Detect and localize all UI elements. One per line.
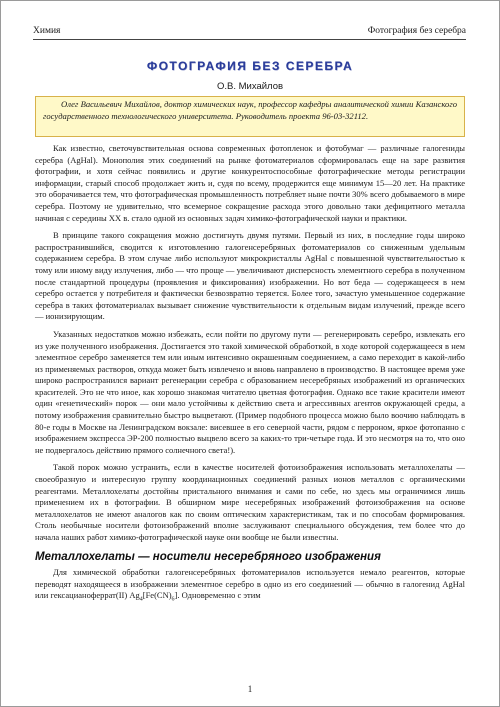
page-number: 1 <box>247 684 253 694</box>
article-title: ФОТОГРАФИЯ БЕЗ СЕРЕБРА <box>146 59 354 73</box>
header-article-title: Фотография без серебра <box>367 26 466 36</box>
paragraph-1: Как известно, светочувствительная основа современных фотопленок и фотобумаг — различные галогениды серебра (AgHal). Монополия этих соединений на рынке фотоматериалов сформировалась еще на заре развития фотографии, и хотя сейчас появились и другие конкурентоспособные фотографические методы регистрации информации, старый способ продолжает жить и, судя по всему, продержится еще минимум 15—20 лет. На практике это оборачивается тем, что фотографическая промышленность потребляет ныне почти 30% всего добываемого в мире серебра. Поэтому не удивительно, что всемерное сокращение расхода этого довольно таки дефицитного металла начиная с середины XX в. стало одной из основных задач химико-фотографической науки и практики. <box>35 143 465 223</box>
formula-subscript-1: 4 <box>139 597 143 604</box>
paragraph-2: В принципе такого сокращения можно достигнуть двумя путями. Первый из них, в последние годы широко распространившийся, сводится к изготовлению галогенсеребряных фотоматериалов со сниженным удельным содержанием серебра. В этом случае либо используют микрокристаллы AgHal с повышенной чувствительностью к тому или иному виду излучения, либо — что проще — увеличивают дисперсность элементного серебра в полученном после стандартной процедуры (проявления и фиксирования) изображении. Но вот беда — содержащееся в нем серебро остается у потребителя и фактически безвозвратно теряется. Более того, зачастую уменьшенное содержание серебра в таких фотоматериалах вызывает снижение чувствительности к отдельным видам излучений, прежде всего — ионизирующим. <box>35 230 465 322</box>
paragraph-5-text: Для химической обработки галогенсеребряных фотоматериалов используется немало реагентов, которые переводят находящееся в изображении элементное серебро в одно из его соединений — обычно в галогенид AgHal или гексацианоферрат(II) Ag <box>35 567 465 601</box>
author-name: О.В. Михайлов <box>216 81 284 92</box>
paragraph-5-end: ]. Одновременно с этим <box>174 590 261 601</box>
article-body <box>35 143 465 613</box>
formula-bracket: [Fe(CN) <box>142 590 172 601</box>
paragraph-4: Такой порок можно устранить, если в качестве носителей фотоизображения использовать металлохелаты — своеобразную и интересную группу координационных соединений разных ионов металлов с органическими реагентами. Металлохелаты достойны пристального внимания и сами по себе, но здесь мы ограничимся лишь применением их в фотографии. В обширном мире несеребряных изображений фотоизображения на основе металлохелатов не имеют аналогов как по своим оптическим характеристикам, так и по способам формирования. Столь необычные носители фотоизображений вполне заслуживают специального обсуждения, тем более что до начала наших работ химико-фотографической науке они вообще не были известны. <box>35 462 465 542</box>
author-info-box <box>35 96 465 137</box>
author-info-text: Олег Васильевич Михайлов, доктор химических наук, профессор кафедры аналитической химии Казанского государственного технологического университета. Руководитель проекта 96-03-32112. <box>43 99 457 121</box>
formula-subscript-2: 6 <box>171 597 175 604</box>
header-subject: Химия <box>33 26 61 36</box>
paragraph-5 <box>35 567 465 606</box>
paragraph-3: Указанных недостатков можно избежать, если пойти по другому пути — регенерировать серебро, извлекать его из уже полученного изображения. Достигается это такой химической обработкой, в ходе которой содержащееся в нем элементное серебро заменяется тем или иным интенсивно окрашенным соединением, а само переходит в какой-либо из применяемых растворов, откуда может быть извлечено и вновь направлено в производство. В настоящее время уже широко распространился вариант регенерации серебра с образованием несеребряных изображений из органических красителей. Это не что иное, как хорошо знакомая читателю цветная фотография. Однако все такие красители имеют один «генетический» порок — они мало устойчивы к действию света и агрессивных агентов окружающей среды, а потому изображения сравнительно быстро выцветают. (Пример подобного процесса можно было воочию наблюдать в 80-е годы в Москве на Ленинградском вокзале: висевшее в его северной части, рядом с перроном, яркое фотопанно с изображением экспресса ЭР-200 полностью выцвело всего за каких-то три-четыре года. И это несмотря на то, что оно не подвергалось действию прямого солнечного света!). <box>35 328 465 455</box>
section-heading: Металлохелаты — носители несеребряного изображения <box>35 550 381 563</box>
running-header <box>33 25 466 40</box>
